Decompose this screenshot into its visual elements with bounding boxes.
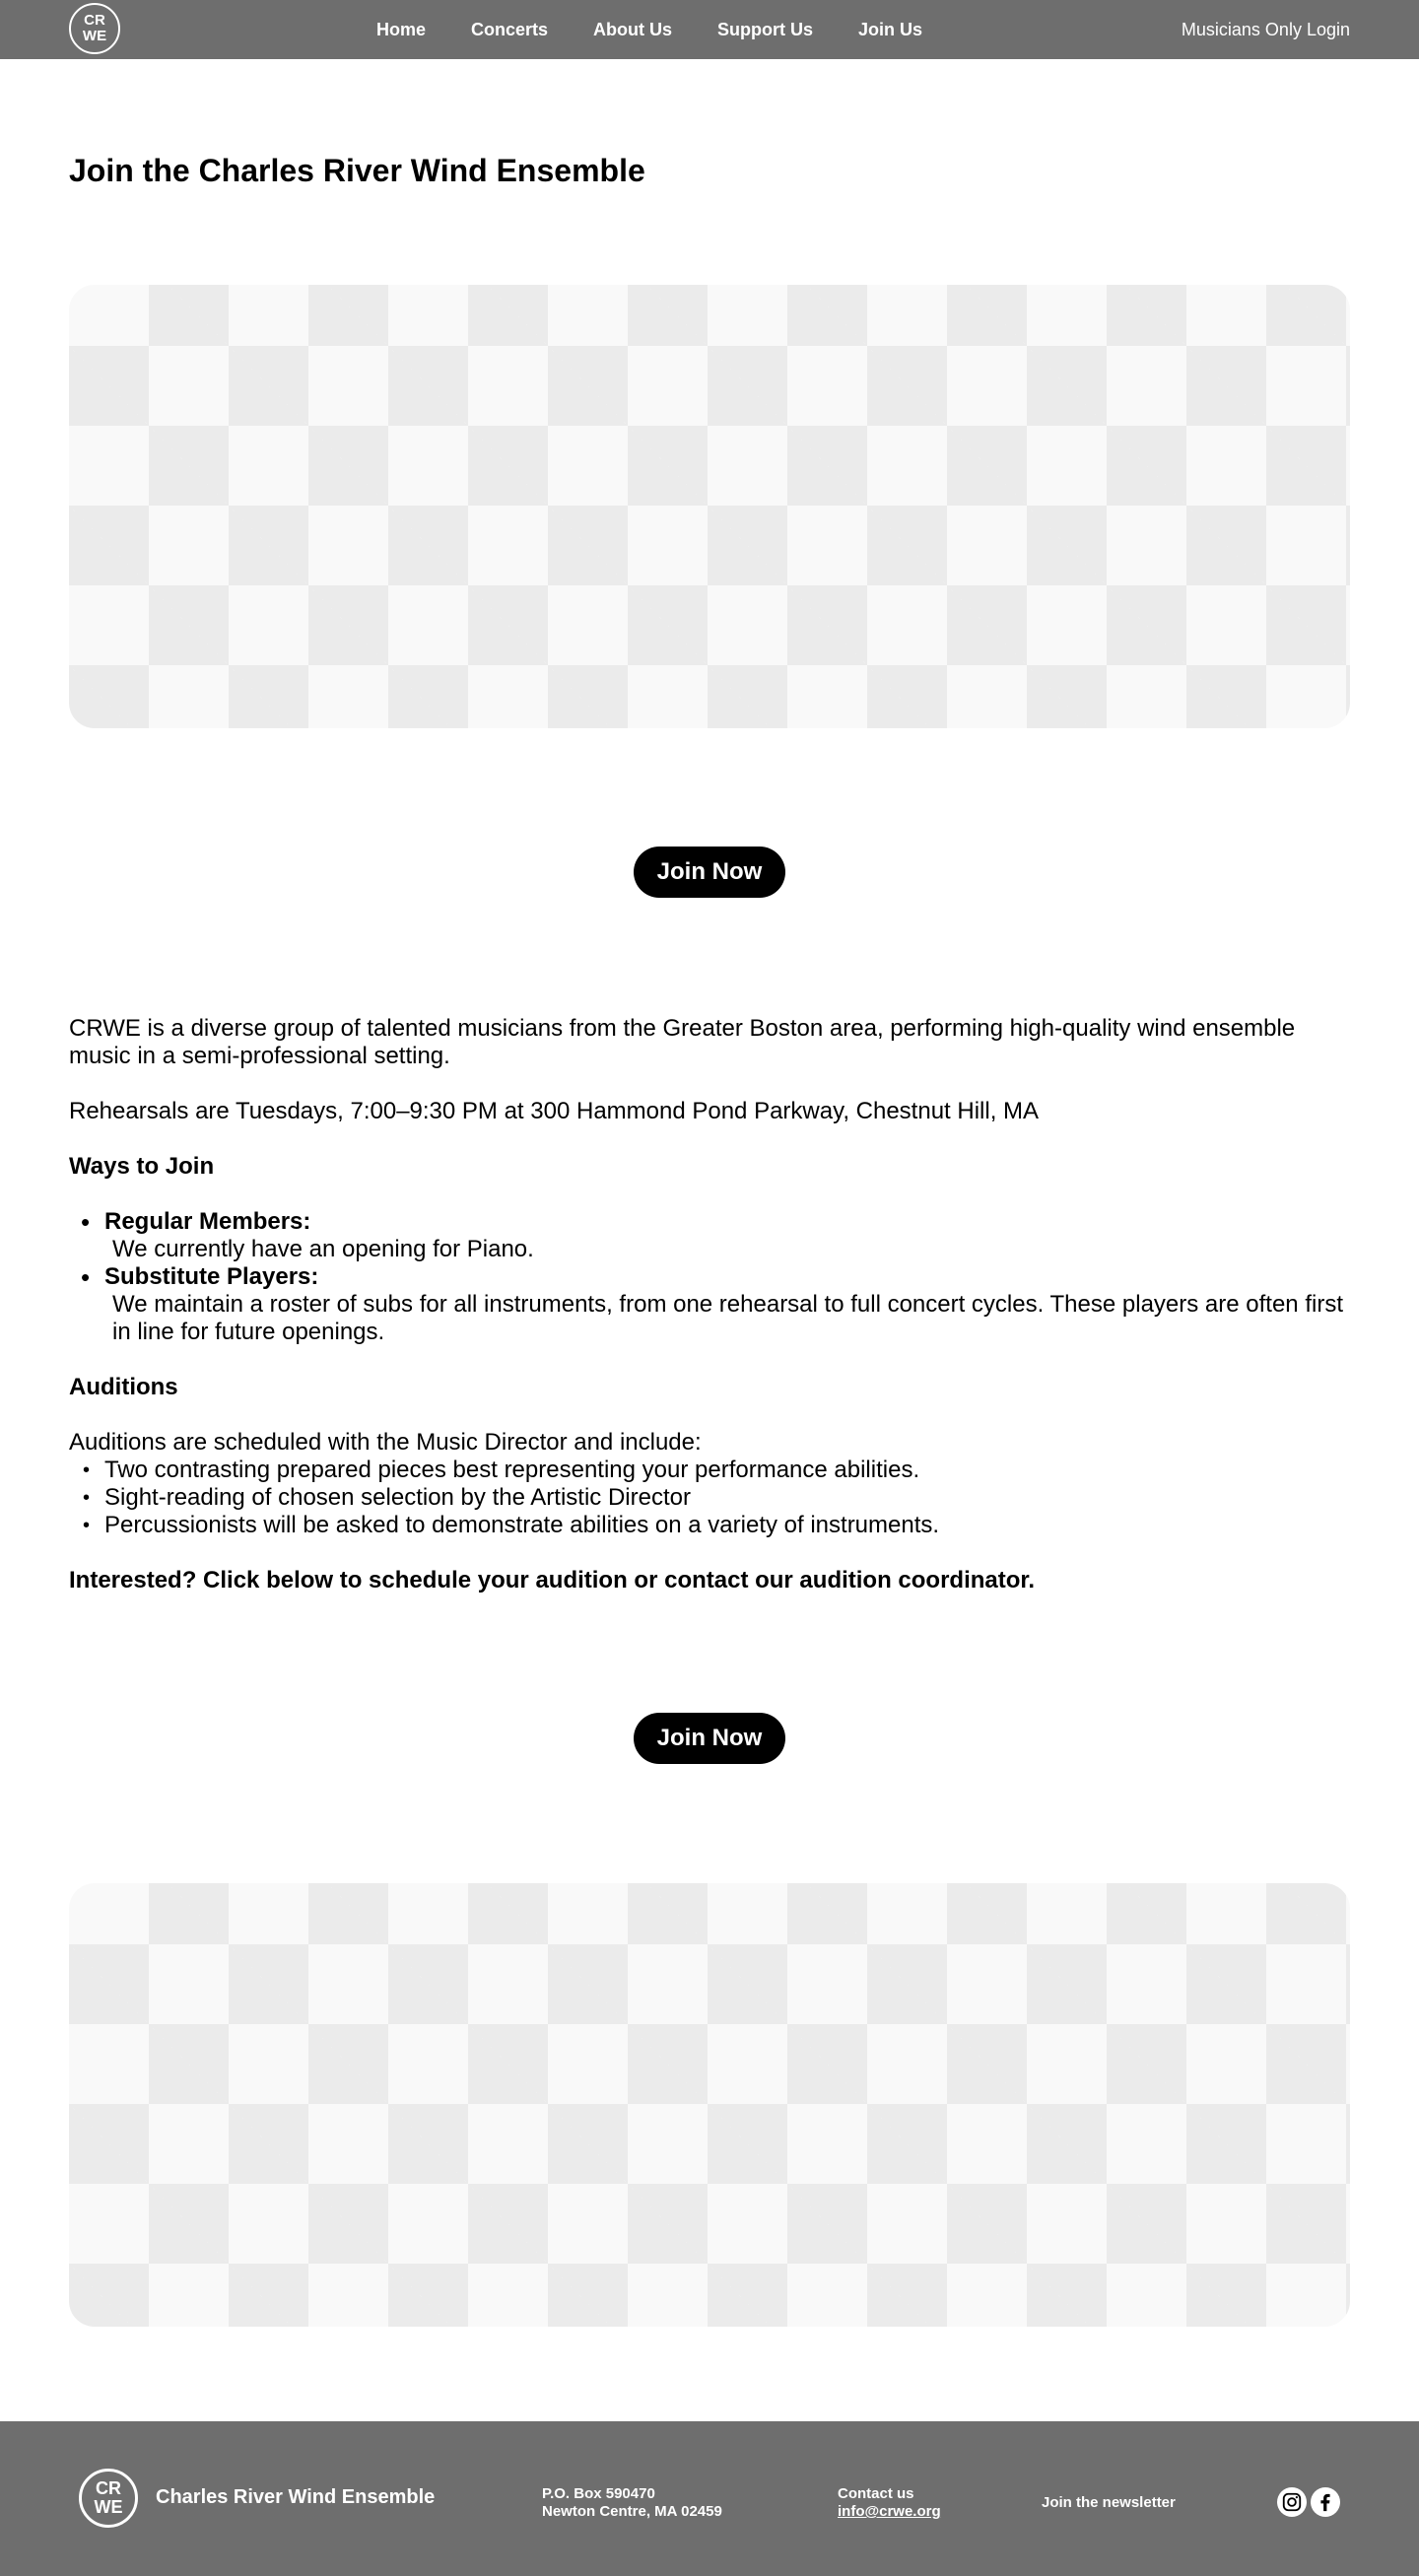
intro-paragraph: CRWE is a diverse group of talented musicians from the Greater Boston area, performing high-quality wind ensemble music in a semi-professional setting. xyxy=(69,1015,1296,1069)
join-now-button-top[interactable]: Join Now xyxy=(634,847,785,898)
auditions-list xyxy=(69,1457,1350,1539)
list-item: • Sight-reading of chosen selection by the Artistic Director xyxy=(69,1484,1350,1512)
nav-about-us[interactable]: About Us xyxy=(593,19,673,39)
membership-description: We currently have an opening for Piano. xyxy=(112,1236,534,1262)
bottom-image-placeholder xyxy=(69,1883,1350,2327)
footer-address xyxy=(542,2485,722,2521)
musicians-login-link[interactable]: Musicians Only Login xyxy=(1181,19,1350,39)
hero-image-placeholder xyxy=(69,285,1350,728)
rehearsal-info: Rehearsals are Tuesdays, 7:00–9:30 PM at 300 Hammond Pond Parkway, Chestnut Hill, MA xyxy=(69,1098,1040,1124)
instagram-icon xyxy=(1281,2491,1303,2513)
membership-role: • Substitute Players: xyxy=(104,1263,319,1290)
list-item xyxy=(69,1263,1350,1346)
membership-description: We maintain a roster of subs for all instruments, from one rehearsal to full concert cycles. These players are often first in line for future openings. xyxy=(112,1291,1343,1345)
auditions-intro: Auditions are scheduled with the Music Director and include: xyxy=(69,1429,702,1456)
join-now-button-bottom[interactable]: Join Now xyxy=(634,1713,785,1764)
page-title: Join the Charles River Wind Ensemble xyxy=(69,153,645,188)
logo-text-line1: CR xyxy=(96,2478,121,2499)
top-navigation-bar xyxy=(0,0,1419,59)
join-info-section xyxy=(69,1015,1350,1622)
audition-cta-text: Interested? Click below to schedule your audition or contact our audition coordinator. xyxy=(69,1567,1036,1593)
contact-email-link[interactable]: info@crwe.org xyxy=(838,2503,941,2520)
footer-org-name: Charles River Wind Ensemble xyxy=(156,2486,436,2508)
logo-text-line1: CR xyxy=(84,12,105,30)
contact-label: Contact us xyxy=(838,2485,914,2502)
address-line2: Newton Centre, MA 02459 xyxy=(542,2503,722,2520)
main-nav xyxy=(376,0,968,59)
nav-join-us[interactable]: Join Us xyxy=(858,19,923,39)
address-line1: P.O. Box 590470 xyxy=(542,2485,655,2502)
newsletter-link[interactable]: Join the newsletter xyxy=(1042,2494,1176,2511)
list-item xyxy=(69,1208,1350,1263)
instagram-link[interactable] xyxy=(1277,2487,1307,2517)
membership-role: • Regular Members: xyxy=(104,1208,311,1235)
logo-text-line2: WE xyxy=(94,2497,123,2517)
auditions-heading: Auditions xyxy=(69,1374,178,1400)
facebook-link[interactable] xyxy=(1311,2487,1340,2517)
logo-text-line2: WE xyxy=(82,28,107,44)
footer-logo[interactable] xyxy=(79,2469,138,2528)
nav-home[interactable]: Home xyxy=(376,19,427,39)
nav-concerts[interactable]: Concerts xyxy=(471,19,549,39)
list-item: • Percussionists will be asked to demonstrate abilities on a variety of instruments. xyxy=(69,1512,1350,1539)
facebook-icon xyxy=(1315,2491,1336,2513)
ways-to-join-heading: Ways to Join xyxy=(69,1153,215,1180)
site-logo[interactable] xyxy=(69,3,120,54)
nav-support-us[interactable]: Support Us xyxy=(717,19,814,39)
footer-contact xyxy=(838,2485,941,2521)
ways-to-join-list xyxy=(69,1208,1350,1346)
list-item: • Two contrasting prepared pieces best representing your performance abilities. xyxy=(69,1457,1350,1484)
site-footer xyxy=(0,2421,1419,2576)
